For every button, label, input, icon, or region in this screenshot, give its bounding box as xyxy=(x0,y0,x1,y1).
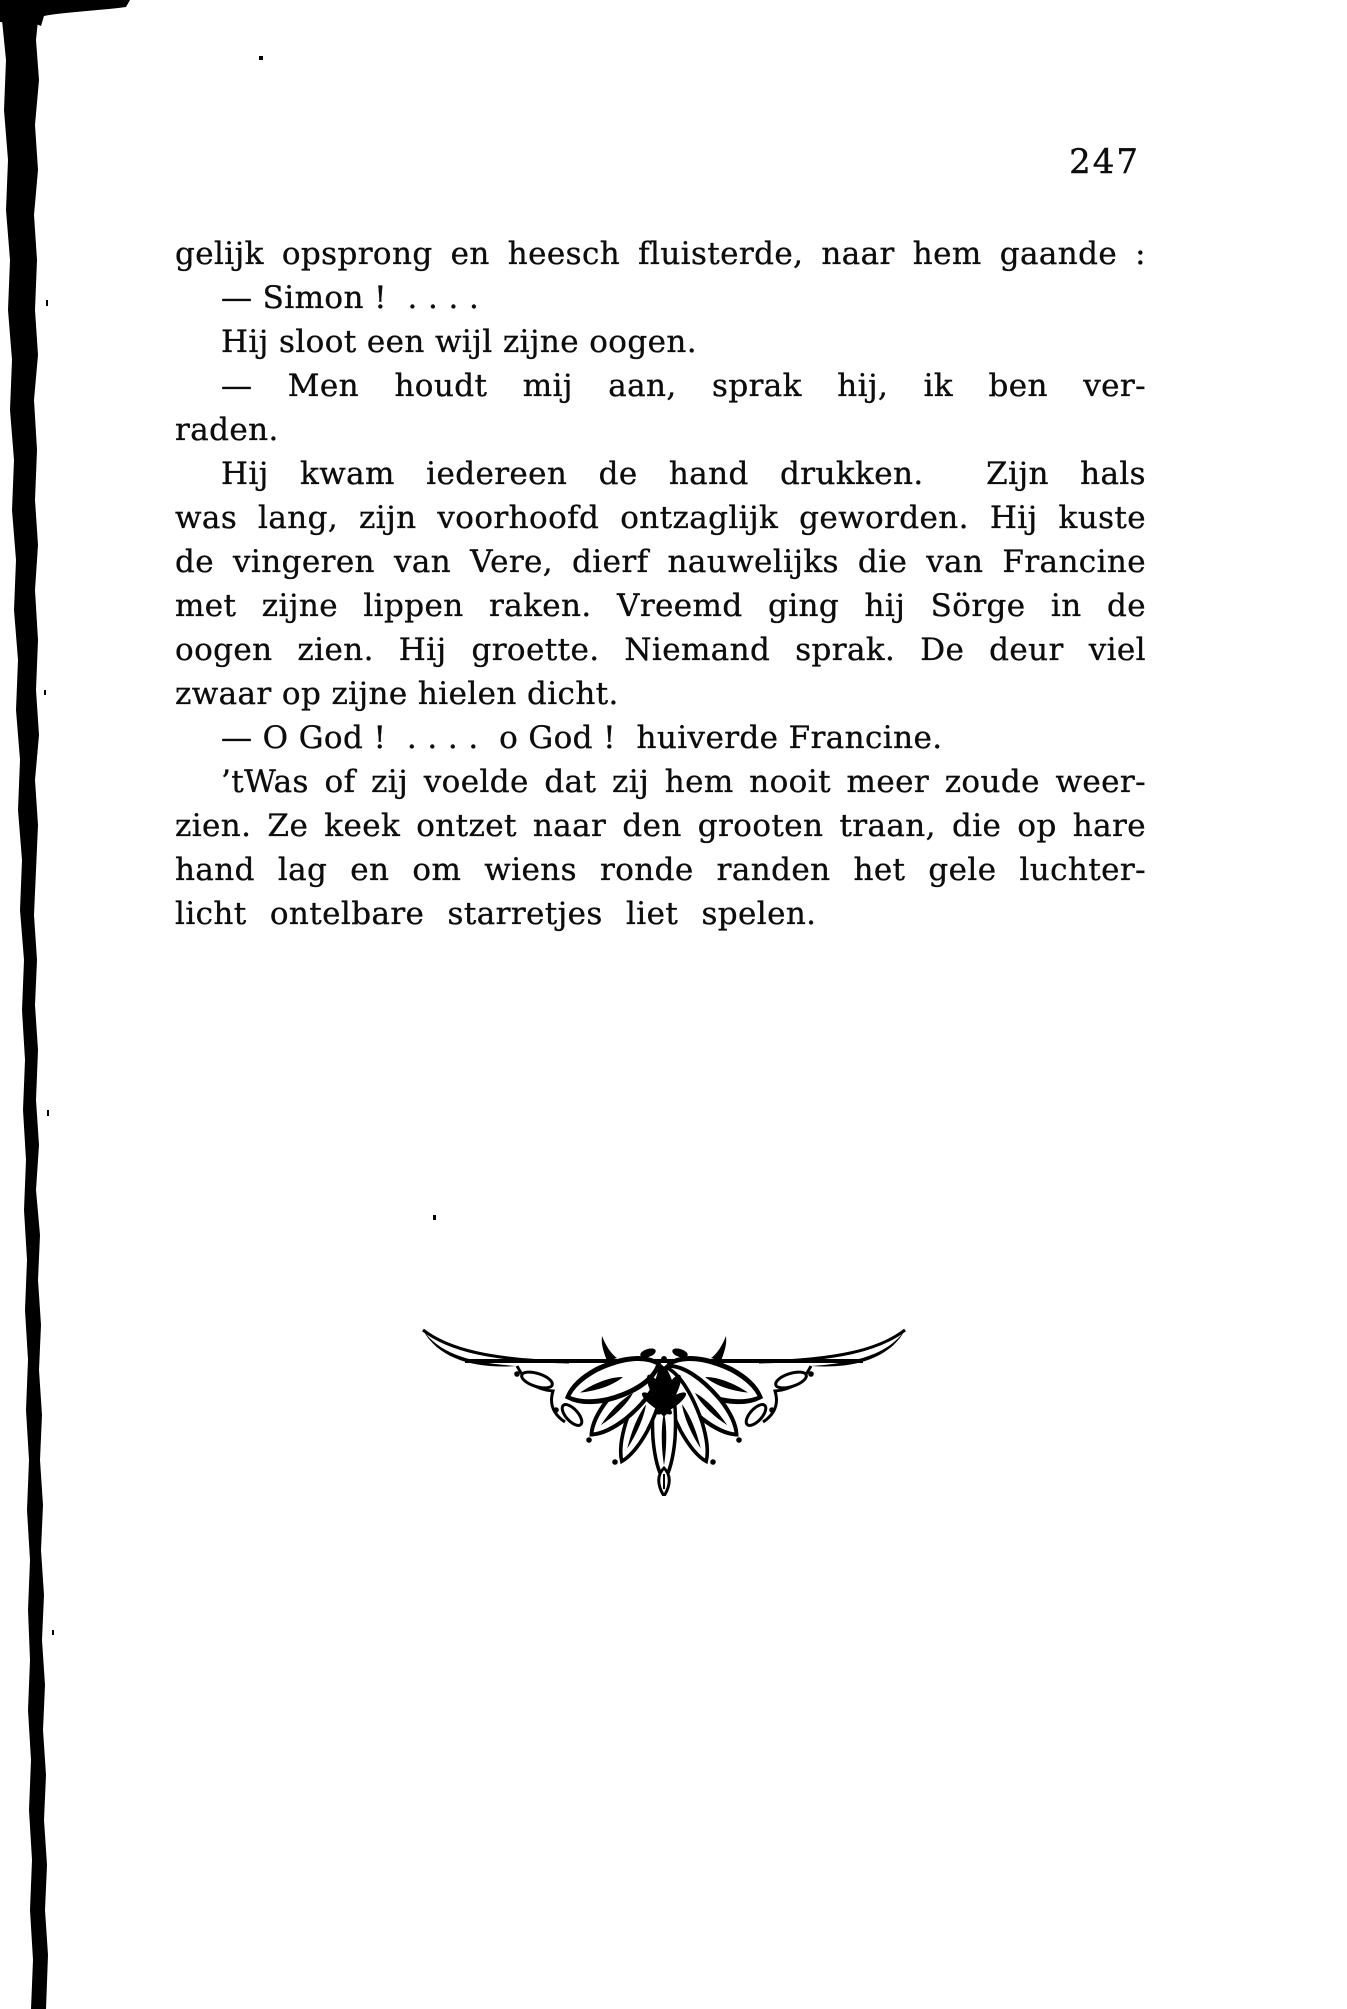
text-line: oogen zien. Hij groette. Niemand sprak. De deur viel xyxy=(175,632,1146,668)
text-line: licht ontelbare starretjes liet spelen. xyxy=(175,896,817,932)
text-line: Hij sloot een wijl zijne oogen. xyxy=(221,324,697,360)
text-line: was lang, zijn voorhoofd ontzaglijk geworden. Hij kuste xyxy=(175,500,1146,536)
text-line: Hij kwam iedereen de hand drukken. Zijn hals xyxy=(221,456,1146,492)
text-line: raden. xyxy=(175,412,279,448)
text-line: zwaar op zijne hielen dicht. xyxy=(175,676,619,712)
text-line: de vingeren van Vere, dierf nauwelijks die van Francine xyxy=(175,544,1146,580)
ink-speck xyxy=(259,56,263,60)
text-line: hand lag en om wiens ronde randen het gele luchter- xyxy=(175,852,1146,888)
page-number: 247 xyxy=(1069,142,1140,182)
fleuron-ornament-icon xyxy=(419,1320,909,1496)
text-line: — Simon ! . . . . xyxy=(221,280,480,316)
text-line: — Men houdt mij aan, sprak hij, ik ben ver- xyxy=(221,368,1146,404)
ink-speck xyxy=(433,1215,436,1220)
text-line: ’tWas of zij voelde dat zij hem nooit meer zoude weer- xyxy=(221,764,1146,800)
binding-shadow xyxy=(0,0,140,2009)
text-block xyxy=(175,232,1146,936)
text-line: zien. Ze keek ontzet naar den grooten traan, die op hare xyxy=(175,808,1146,844)
text-line: — O God ! . . . . o God ! huiverde Francine. xyxy=(221,720,943,756)
text-line: gelijk opsprong en heesch fluisterde, naar hem gaande : xyxy=(175,236,1146,272)
text-line: met zijne lippen raken. Vreemd ging hij Sörge in de xyxy=(175,588,1146,624)
